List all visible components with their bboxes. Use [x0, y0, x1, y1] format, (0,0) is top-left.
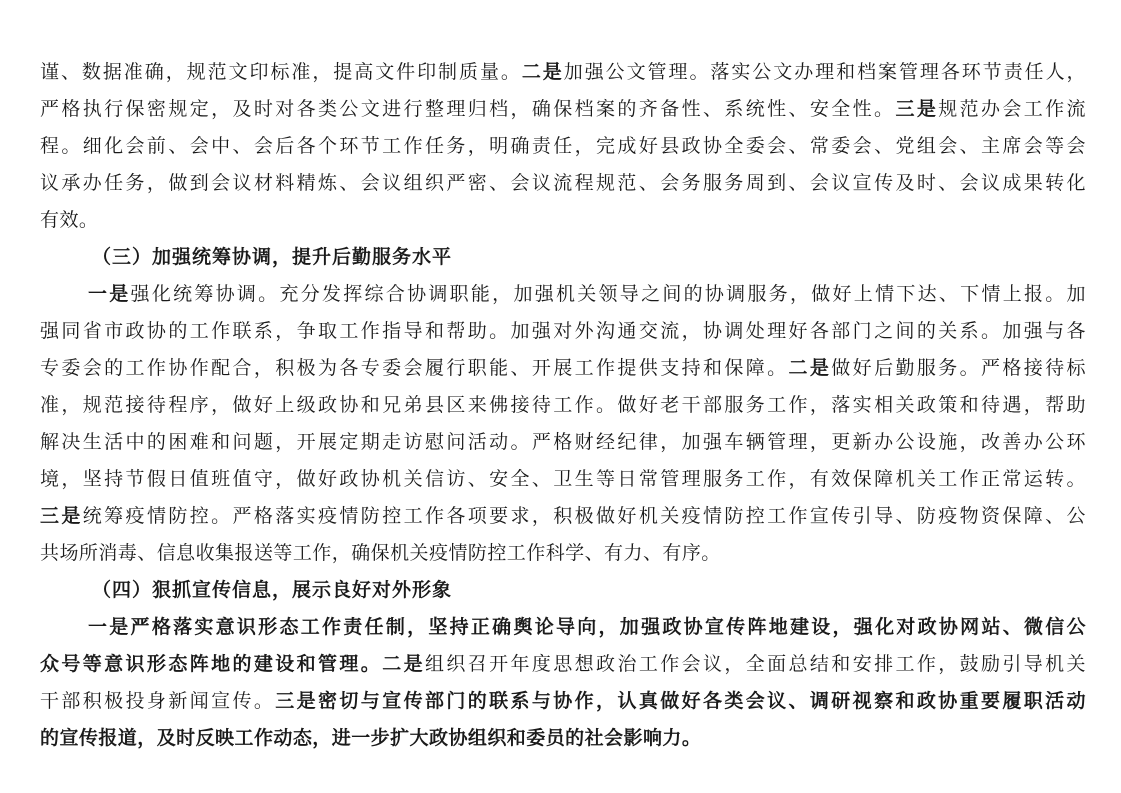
ordinal-marker: 一是: [88, 616, 131, 638]
text-line: [40, 91, 1086, 128]
paragraph-document-management: [40, 54, 1086, 239]
text-line: 有效。: [40, 209, 99, 231]
section-heading-3: （三）加强统筹协调，提升后勤服务水平: [92, 246, 453, 268]
text-line: 强同省市政协的工作联系，争取工作指导和帮助。加强对外沟通交流，协调处理好各部门之间的关系。加强与各: [40, 320, 1086, 342]
text-span: 严格落实意识形态工作责任制，坚持正确舆论导向，加强政协宣传阵地建设，强化对政协网站、微信公: [130, 616, 1086, 638]
text-span: 干部积极投身新闻宣传。: [40, 690, 276, 712]
text-span: 严格执行保密规定，及时对各类公文进行整理归档，确保档案的齐备性、系统性、安全性。: [40, 98, 896, 120]
text-line: [40, 646, 1086, 683]
paragraph-publicity: [40, 609, 1086, 757]
text-span: 密切与宣传部门的联系与协作，认真做好各类会议、调研视察和政协重要履职活动: [318, 690, 1086, 712]
text-line: [40, 609, 1086, 646]
ordinal-marker: 二是: [788, 357, 832, 379]
text-span: 谨、数据准确，规范文印标准，提高文件印制质量。: [40, 61, 522, 83]
ordinal-marker: 一是: [88, 283, 131, 305]
text-line: [40, 54, 1086, 91]
text-line: 共场所消毒、信息收集报送等工作，确保机关疫情防控工作科学、有力、有序。: [40, 542, 721, 564]
ordinal-marker: 二是: [382, 653, 425, 675]
text-line: 境，坚持节假日值班值守，做好政协机关信访、安全、卫生等日常管理服务工作，有效保障机关工作正常运转。: [40, 468, 1086, 490]
ordinal-marker: 三是: [40, 505, 83, 527]
text-span: 众号等意识形态阵地的建设和管理。: [40, 653, 383, 675]
text-line: 的宣传报道，及时反映工作动态，进一步扩大政协组织和委员的社会影响力。: [40, 727, 702, 749]
text-line: 程。细化会前、会中、会后各个环节工作任务，明确责任，完成好县政协全委会、常委会、党组会、主席会等会: [40, 135, 1086, 157]
text-line: [40, 498, 1086, 535]
text-span: 规范办会工作流: [938, 98, 1086, 120]
text-line: 议承办任务，做到会议材料精炼、会议组织严密、会议流程规范、会务服务周到、会议宣传及时、会议成果转化: [40, 172, 1086, 194]
text-span: 统筹疫情防控。严格落实疫情防控工作各项要求，积极做好机关疫情防控工作宣传引导、防疫物资保障、公: [82, 505, 1086, 527]
text-line: [40, 683, 1086, 720]
text-span: 组织召开年度思想政治工作会议，全面总结和安排工作，鼓励引导机关: [424, 653, 1086, 675]
section-heading-4: （四）狠抓宣传信息，展示良好对外形象: [92, 579, 453, 601]
ordinal-marker: 三是: [275, 690, 319, 712]
text-span: 专委会的工作协作配合，积极为各专委会履行职能、开展工作提供支持和保障。: [40, 357, 789, 379]
text-line: [40, 350, 1086, 387]
text-span: 做好后勤服务。严格接待标: [831, 357, 1086, 379]
text-span: 强化统筹协调。充分发挥综合协调职能，加强机关领导之间的协调服务，做好上情下达、下情上报。加: [130, 283, 1086, 305]
document-page: [40, 54, 1086, 757]
text-line: 准，规范接待程序，做好上级政协和兄弟县区来佛接待工作。做好老干部服务工作，落实相关政策和待遇，帮助: [40, 394, 1086, 416]
paragraph-coordination: [40, 276, 1086, 572]
text-line: [40, 276, 1086, 313]
text-line: 解决生活中的困难和问题，开展定期走访慰问活动。严格财经纪律，加强车辆管理，更新办公设施，改善办公环: [40, 431, 1086, 453]
ordinal-marker: 二是: [521, 61, 564, 83]
ordinal-marker: 三是: [895, 98, 939, 120]
text-span: 加强公文管理。落实公文办理和档案管理各环节责任人，: [563, 61, 1086, 83]
